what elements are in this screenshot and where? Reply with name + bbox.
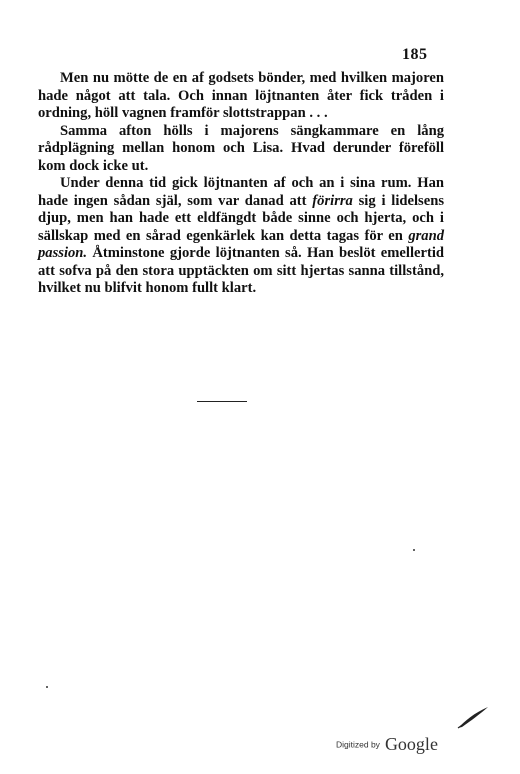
paragraph (38, 123, 444, 176)
digitization-watermark (336, 734, 438, 755)
digitized-label: Digitized by (336, 739, 380, 750)
text-segment: Under denna tid gick löjtnanten af och an i sina rum. Han hade ingen sådan själ, som var danad att (38, 175, 444, 209)
body-text (38, 70, 444, 298)
text-segment: Men nu mötte de en af godsets bönder, med hvilken majoren hade något att tala. Och innan löjtnanten åter fick tråden i ordning, höll vagnen framför slottstrappan . . . (38, 70, 444, 121)
section-divider (197, 401, 247, 402)
brand-logo: Google (384, 734, 438, 754)
text-segment: Samma afton hölls i majorens sängkammare en lång rådplägning mellan honom och Lisa. Hvad derunder föreföll kom dock icke ut. (38, 122, 444, 174)
scan-speck (413, 549, 415, 551)
quill-mark-icon (456, 704, 490, 730)
paragraph (38, 175, 444, 298)
page-number: 185 (402, 46, 428, 63)
italic-text-segment: grand passion. (38, 227, 444, 261)
scan-speck (46, 686, 48, 688)
paragraph (38, 70, 444, 123)
text-segment: sig i lidelsens djup, men han hade ett eldfängdt både sinne och hjerta, och i sällskap med en sårad egenkärlek kan detta tagas för en (38, 192, 444, 244)
text-segment: Åtminstone gjorde löjtnanten så. Han beslöt emellertid att sofva på den stora upptäckten om sitt hjertas sanna tillstånd, hvilket nu blifvit honom fullt klart. (38, 245, 444, 296)
italic-text-segment: förirra (312, 192, 353, 209)
